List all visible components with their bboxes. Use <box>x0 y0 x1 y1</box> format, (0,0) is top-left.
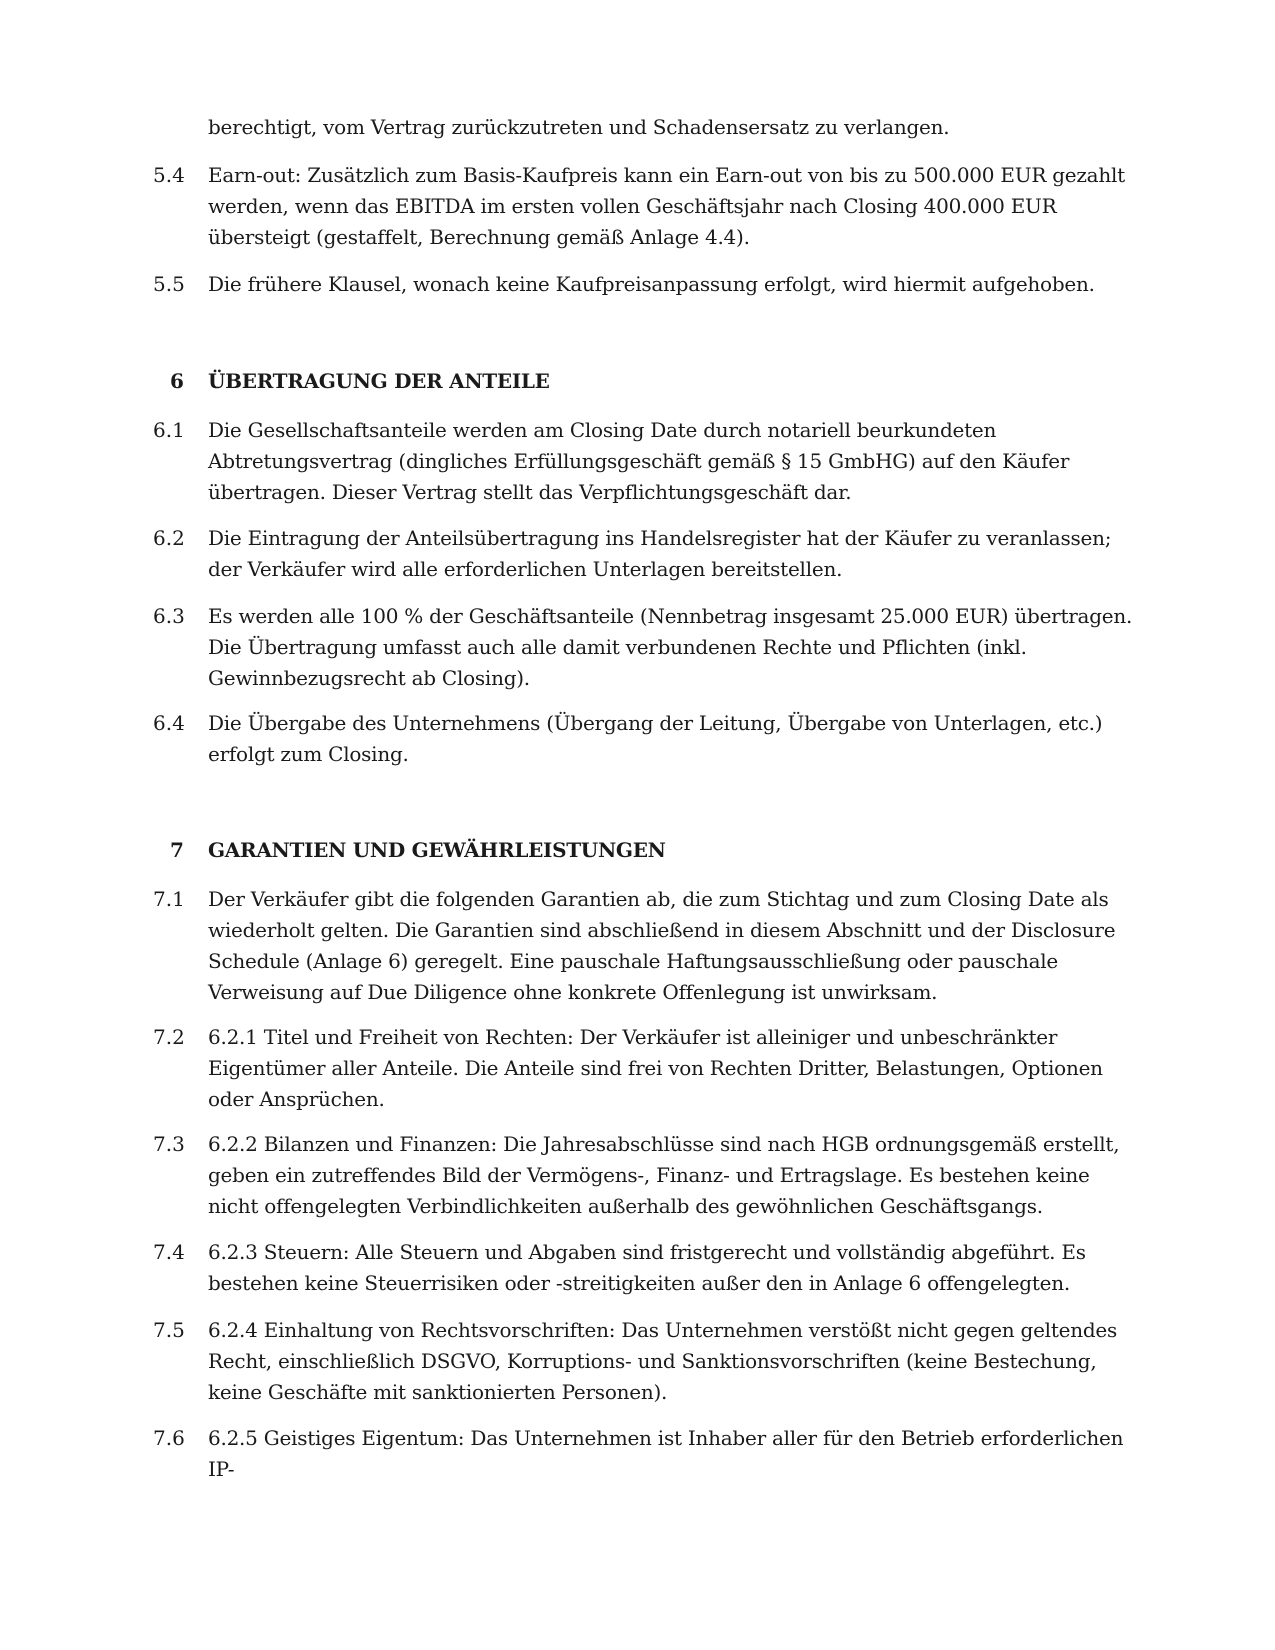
clause-text: Die frühere Klausel, wonach keine Kaufpreisanpassung erfolgt, wird hiermit aufgehoben. <box>208 272 1095 296</box>
clause-number: 7.3 <box>153 1132 185 1156</box>
clause-text: 6.2.4 Einhaltung von Rechtsvorschriften: Das Unternehmen verstößt nicht gegen geltendes Recht, einschließlich DSGVO, Korruptions- und Sanktionsvorschriften (keine Bestechung, keine Geschäfte mit sanktionierten Personen). <box>208 1318 1117 1404</box>
clause-number: 7.1 <box>153 887 185 911</box>
section-heading: GARANTIEN UND GEWÄHRLEISTUNGEN <box>208 838 666 862</box>
clause-number: 5.5 <box>153 272 185 296</box>
clause-text: Es werden alle 100 % der Geschäftsanteile (Nennbetrag insgesamt 25.000 EUR) übertragen. Die Übertragung umfasst auch alle damit verbundenen Rechte und Pflichten (inkl. Gewinnbezugsrecht ab Closing). <box>208 604 1133 690</box>
clause-number: 5.4 <box>153 163 185 187</box>
clause-text: 6.2.1 Titel und Freiheit von Rechten: Der Verkäufer ist alleiniger und unbeschränkter Eigentümer aller Anteile. Die Anteile sind frei von Rechten Dritter, Belastungen, Optionen oder Ansprüchen. <box>208 1025 1103 1111</box>
clause-number: 6.4 <box>153 711 185 735</box>
clause-number: 6.2 <box>153 526 185 550</box>
clause-text: Earn-out: Zusätzlich zum Basis-Kaufpreis kann ein Earn-out von bis zu 500.000 EUR gezahlt werden, wenn das EBITDA im ersten vollen Geschäftsjahr nach Closing 400.000 EUR übersteigt (gestaffelt, Berechnung gemäß Anlage 4.4). <box>208 163 1125 249</box>
clause-text: Die Eintragung der Anteilsübertragung ins Handelsregister hat der Käufer zu veranlassen; der Verkäufer wird alle erforderlichen Unterlagen bereitstellen. <box>208 526 1112 581</box>
section-number: 6 <box>170 369 184 393</box>
clause-number: 6.1 <box>153 418 185 442</box>
clause-text: Die Übergabe des Unternehmens (Übergang der Leitung, Übergabe von Unterlagen, etc.) erfolgt zum Closing. <box>208 711 1103 766</box>
clause-number: 7.6 <box>153 1426 185 1450</box>
clause-text: 6.2.2 Bilanzen und Finanzen: Die Jahresabschlüsse sind nach HGB ordnungsgemäß erstellt, geben ein zutreffendes Bild der Vermögens-, Finanz- und Ertragslage. Es bestehen keine nicht offengelegten Verbindlichkeiten außerhalb des gewöhnlichen Geschäftsgangs. <box>208 1132 1120 1218</box>
continuation-text: berechtigt, vom Vertrag zurückzutreten und Schadensersatz zu verlangen. <box>208 115 950 139</box>
clause-text: 6.2.5 Geistiges Eigentum: Das Unternehmen ist Inhaber aller für den Betrieb erforderlichen IP- <box>208 1426 1124 1481</box>
clause-number: 7.5 <box>153 1318 185 1342</box>
clause-number: 7.4 <box>153 1240 185 1264</box>
clause-text: Der Verkäufer gibt die folgenden Garantien ab, die zum Stichtag und zum Closing Date als wiederholt gelten. Die Garantien sind abschließend in diesem Abschnitt und der Disclosure Schedule (Anlage 6) geregelt. Eine pauschale Haftungsausschließung oder pauschale Verweisung auf Due Diligence ohne konkrete Offenlegung ist unwirksam. <box>208 887 1116 1004</box>
clause-text: Die Gesellschaftsanteile werden am Closing Date durch notariell beurkundeten Abtretungsvertrag (dingliches Erfüllungsgeschäft gemäß § 15 GmbHG) auf den Käufer übertragen. Dieser Vertrag stellt das Verpflichtungsgeschäft dar. <box>208 418 1070 504</box>
section-number: 7 <box>170 838 184 862</box>
clause-number: 6.3 <box>153 604 185 628</box>
clause-number: 7.2 <box>153 1025 185 1049</box>
section-heading: ÜBERTRAGUNG DER ANTEILE <box>208 369 550 393</box>
clause-text: 6.2.3 Steuern: Alle Steuern und Abgaben sind fristgerecht und vollständig abgeführt. Es bestehen keine Steuerrisiken oder -streitigkeiten außer den in Anlage 6 offengelegten. <box>208 1240 1086 1295</box>
